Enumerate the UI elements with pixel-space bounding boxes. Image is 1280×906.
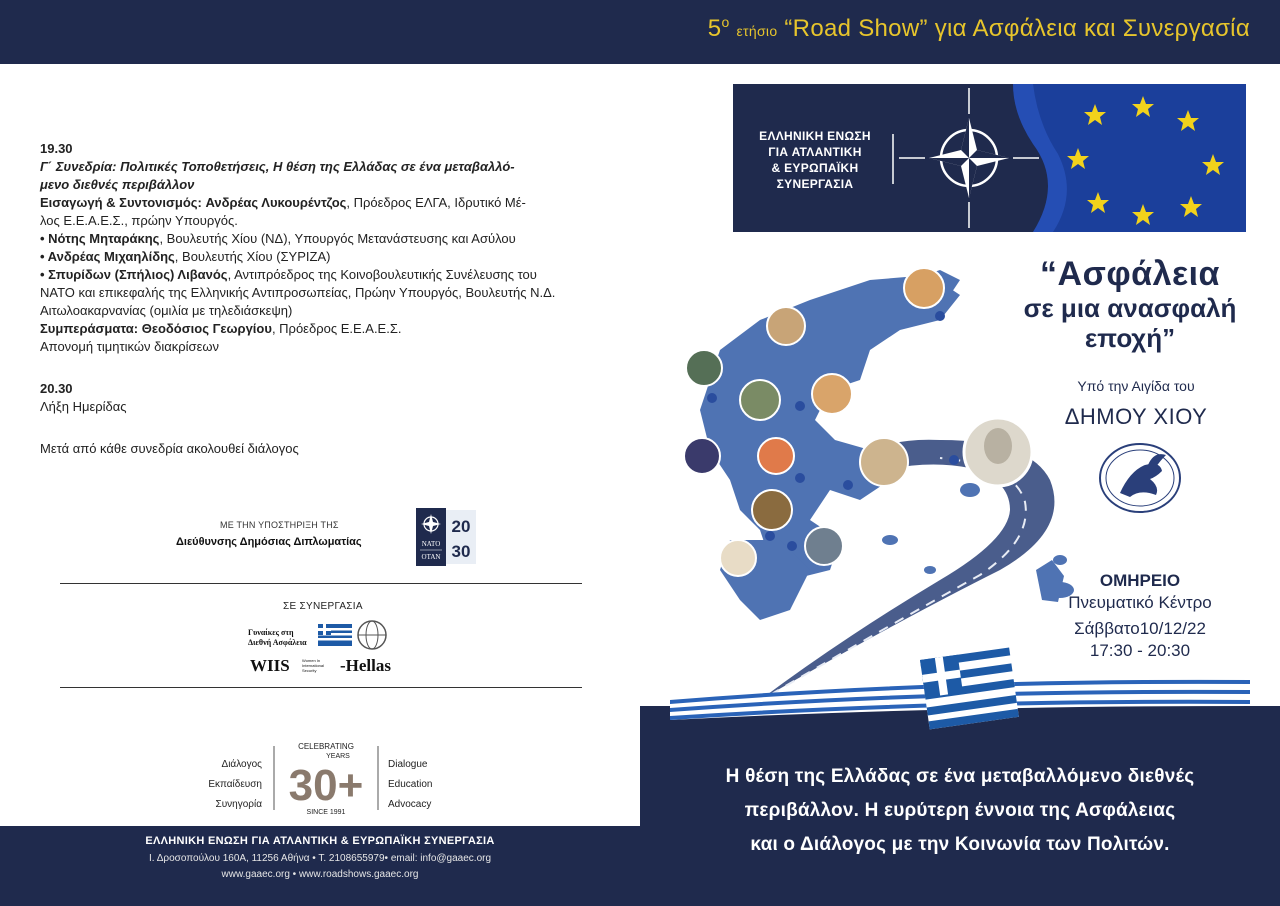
footer-organization: ΕΛΛΗΝΙΚΗ ΕΝΩΣΗ ΓΙΑ ΑΤΛΑΝΤΙΚΗ & ΕΥΡΩΠΑΪΚΗ ΣΥΝΕΡΓΑΣΙΑ [145, 835, 495, 847]
badge-year-bottom: 30 [451, 542, 471, 561]
headline-line1: “Ασφάλεια [1040, 255, 1220, 293]
event-time: 17:30 - 20:30 [1089, 641, 1191, 660]
org-name-line2: ΓΙΑ ΑΤΛΑΝΤΙΚΗ [768, 145, 862, 159]
motto-english [388, 755, 468, 815]
speaker-1 [40, 230, 610, 248]
motto-gr-education: Εκπαίδευση [208, 779, 262, 790]
support-department: Διεύθυνσης Δημόσιας Διπλωματίας [176, 536, 362, 548]
greek-flag-ribbon [640, 640, 1280, 760]
closing-line: Λήξη Ημερίδας [40, 399, 127, 414]
wiis-small-1: Women In [302, 658, 321, 663]
acropolis-photo [860, 438, 908, 486]
session-title-line1: Γ΄ Συνεδρία: Πολιτικές Τοποθετήσεις, Η θέση της Ελλάδας σε ένα μεταβαλλό- [40, 159, 515, 174]
ordinal-suffix: ο [721, 14, 730, 30]
headline-line3: εποχή” [1084, 323, 1176, 353]
event-headline [990, 255, 1270, 353]
conclusions-label: Συμπεράσματα: [40, 321, 139, 336]
landmark-photo [752, 490, 792, 530]
moderator-name: Ανδρέας Λυκουρέντζος [205, 195, 347, 210]
landmark-photo [805, 527, 843, 565]
landmark-photo [767, 307, 805, 345]
session-time-1930: 19.30 [40, 141, 73, 156]
wiis-small-3: Security [302, 668, 317, 673]
program-schedule [40, 140, 610, 458]
moderator-line [40, 194, 610, 212]
landmark-photo [720, 540, 756, 576]
venue-name: ΟΜΗΡΕΙΟ [1099, 571, 1181, 590]
moderator-desc1: , Πρόεδρος ΕΛΓΑ, Ιδρυτικό Μέ- [346, 195, 526, 210]
dialogue-note: Μετά από κάθε συνεδρία ακολουθεί διάλογος [40, 441, 299, 456]
motto-gr-dialogue: Διάλογος [221, 759, 262, 770]
celebrating-text: CELEBRATING [298, 742, 354, 751]
nato-2030-badge [416, 508, 476, 566]
session-title-line2: μενο διεθνές περιβάλλον [40, 177, 195, 192]
wiis-greek-line2: Διεθνή Ασφάλεια [248, 638, 307, 647]
badge-year-top: 20 [451, 517, 471, 536]
session-time-2030: 20.30 [40, 381, 73, 396]
ordinal-number: 5 [707, 15, 722, 42]
years-text: YEARS [326, 753, 350, 760]
divider-line [60, 583, 582, 584]
speaker-1-desc: , Βουλευτής Χίου (ΝΔ), Υπουργός Μετανάστευσης και Ασύλου [159, 231, 516, 246]
org-name-line4: ΣΥΝΕΡΓΑΣΙΑ [776, 177, 854, 191]
speaker-2 [40, 248, 610, 266]
event-date: Σάββατο10/12/22 [1074, 619, 1206, 638]
conclusions-line [40, 320, 610, 338]
since-1991-text: SINCE 1991 [306, 809, 346, 816]
speaker-3-desc3: Αιτωλοακαρνανίας (ομιλία με τηλεδιάσκεψη) [40, 303, 293, 318]
otan-text: OTAN [421, 553, 441, 561]
motto-en-dialogue: Dialogue [388, 759, 428, 770]
event-tagline [650, 760, 1270, 862]
motto-en-advocacy: Advocacy [388, 799, 432, 810]
conclusions-name: Θεοδόσιος Γεωργίου [141, 321, 272, 336]
aegis-label: Υπό την Αιγίδα του [1077, 378, 1195, 394]
series-title-text: “Road Show” για Ασφάλεια και Συνεργασία [784, 15, 1250, 42]
wiis-greek-line1: Γυναίκες στη [248, 628, 294, 637]
organization-name [740, 128, 890, 192]
tagline-line1: Η θέση της Ελλάδας σε ένα μεταβαλλόμενο διεθνές [725, 766, 1195, 787]
support-label: ΜΕ ΤΗΝ ΥΠΟΣΤΗΡΙΞΗ ΤΗΣ [220, 520, 339, 530]
annual-label: ετήσιο [736, 23, 778, 39]
org-name-line1: ΕΛΛΗΝΙΚΗ ΕΝΩΣΗ [759, 129, 871, 143]
conclusions-desc: , Πρόεδρος Ε.Ε.Α.Ε.Σ. [271, 321, 402, 336]
nato-text: NATO [421, 540, 441, 548]
speaker-3-desc1: , Αντιπρόεδρος της Κοινοβουλευτικής Συνέλευσης του [227, 267, 537, 282]
thirty-plus-text: 30+ [288, 761, 364, 810]
30-years-logo [272, 740, 382, 818]
footer-address: Ι. Δροσοπούλου 160Α, 11256 Αθήνα • Τ. 2108655979• email: info@gaaec.org [148, 853, 492, 864]
landmark-photo [758, 438, 794, 474]
motto-en-education: Education [388, 779, 433, 790]
landmark-photo [686, 350, 722, 386]
moderator-label: Εισαγωγή & Συντονισμός: [40, 195, 202, 210]
footer-websites: www.gaaec.org • www.roadshows.gaaec.org [221, 869, 419, 880]
speaker-1-name: • Νότης Μηταράκης [40, 231, 160, 246]
event-series-title [708, 14, 1250, 43]
collaboration-label: ΣΕ ΣΥΝΕΡΓΑΣΙΑ [283, 601, 363, 612]
headline-line2: σε μια ανασφαλή [1023, 293, 1237, 323]
landmark-photo [684, 438, 720, 474]
speaker-3-desc2: ΝΑΤΟ και επικεφαλής της Ελληνικής Αντιπροσωπείας, Πρώην Υπουργός, Βουλευτής Ν.Δ. [40, 285, 556, 300]
org-name-line3: & ΕΥΡΩΠΑΪΚΗ [771, 161, 859, 175]
landmark-photo [904, 268, 944, 308]
landmark-photo [812, 374, 852, 414]
chios-sphinx-seal-icon [1090, 441, 1190, 515]
homer-bust-icon [984, 428, 1012, 464]
divider-line [60, 687, 582, 688]
speaker-3-name: • Σπυρίδων (Σπήλιος) Λιβανός [40, 267, 228, 282]
tagline-line2: περιβάλλον. Η ευρύτερη έννοια της Ασφάλειας [744, 800, 1176, 821]
tagline-line3: και ο Διάλογος με την Κοινωνία των Πολιτών. [750, 834, 1170, 855]
venue-subtitle: Πνευματικό Κέντρο [1068, 593, 1212, 612]
speaker-3 [40, 266, 610, 284]
municipality-name: ΔΗΜΟΥ ΧΙΟΥ [1064, 404, 1208, 429]
awards-line: Απονομή τιμητικών διακρίσεων [40, 339, 220, 354]
motto-gr-advocacy: Συνηγορία [215, 799, 262, 810]
speaker-2-name: • Ανδρέας Μιχαηλίδης [40, 249, 175, 264]
wiis-hellas-text: -Hellas [340, 656, 391, 675]
wiis-small-2: International [302, 663, 325, 668]
speaker-2-desc: , Βουλευτής Χίου (ΣΥΡΙΖΑ) [174, 249, 331, 264]
moderator-desc2: λος Ε.Ε.Α.Ε.Σ., πρώην Υπουργός. [40, 213, 238, 228]
landmark-photo [740, 380, 780, 420]
greek-flag-icon [920, 647, 1019, 729]
motto-greek [190, 755, 262, 815]
wiis-logo-text: WIIS [250, 656, 290, 675]
